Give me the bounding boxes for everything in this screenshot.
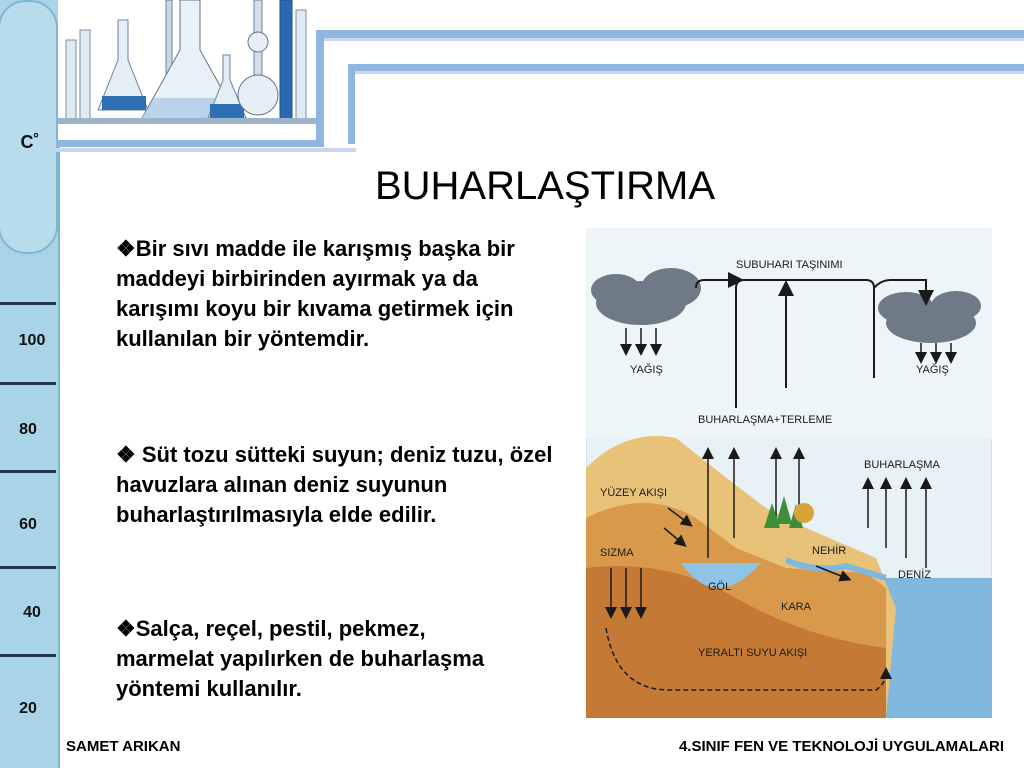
thermometer-tick [0, 654, 56, 657]
diagram-label: NEHİR [812, 545, 847, 557]
header-decor-bar [56, 148, 356, 152]
diagram-label: YERALTI SUYU AKIŞI [698, 647, 808, 659]
header-decor-bar [352, 64, 1024, 71]
footer-author: SAMET ARIKAN [66, 738, 181, 755]
header-decor-bar [316, 30, 324, 140]
bullet-text: Salça, reçel, pestil, pekmez, marmelat yapılırken de buharlaşma yöntemi kullanılır. [116, 616, 485, 701]
bullet-paragraph [116, 614, 526, 704]
diagram-label: BUHARLAŞMA+TERLEME [698, 414, 833, 426]
header-decor-bar [320, 30, 1024, 38]
diagram-label: GÖL [708, 581, 732, 593]
bullet-text: Bir sıvı madde ile karışmış başka bir maddeyi birbirinden ayırmak ya da karışımı koyu bir kıvama getirmek için kullanılan bir yöntemdir. [116, 236, 515, 351]
thermometer-top [0, 0, 58, 254]
tick-label-60: 60 [19, 516, 37, 533]
bullet-paragraph [116, 234, 536, 354]
header-decor-bar [56, 140, 324, 147]
bullet-diamond-icon: ❖ [116, 442, 136, 467]
tick-label-20: 20 [19, 700, 37, 717]
thermometer-tick [0, 382, 56, 385]
slide-title: BUHARLAŞTIRMA [374, 164, 716, 208]
bullet-diamond-icon: ❖ [116, 616, 136, 641]
bullet-diamond-icon: ❖ [116, 236, 136, 261]
diagram-label: YAĞIŞ [630, 364, 663, 376]
bullet-paragraph [116, 440, 576, 530]
diagram-label: BUHARLAŞMA [864, 459, 940, 471]
lab-glassware-illustration [58, 0, 320, 140]
tick-label-100: 100 [18, 332, 46, 349]
diagram-label: DENİZ [898, 569, 931, 581]
header-decor-bar [320, 38, 1024, 41]
diagram-label: YAĞIŞ [916, 364, 949, 376]
celsius-label: C˚ [20, 132, 40, 152]
header-decor-bar [348, 64, 355, 144]
diagram-label: KARA [781, 601, 811, 613]
tick-label-80: 80 [19, 421, 37, 438]
thermometer-tick [0, 302, 56, 305]
diagram-label: YÜZEY AKIŞI [600, 487, 668, 499]
bullet-text: Süt tozu sütteki suyun; deniz tuzu, özel havuzlara alınan deniz suyunun buharlaştırılmasıyla elde edilir. [116, 442, 553, 527]
thermometer-tick [0, 566, 56, 569]
tick-label-40: 40 [23, 604, 41, 621]
thermometer-tick [0, 470, 56, 473]
water-cycle-diagram [586, 228, 992, 718]
diagram-label: SIZMA [600, 547, 634, 559]
diagram-label: SUBUHARI TAŞINIMI [736, 259, 843, 271]
footer-course: 4.SINIF FEN VE TEKNOLOJİ UYGULAMALARI [678, 738, 1004, 755]
header-decor-bar [352, 71, 1024, 74]
